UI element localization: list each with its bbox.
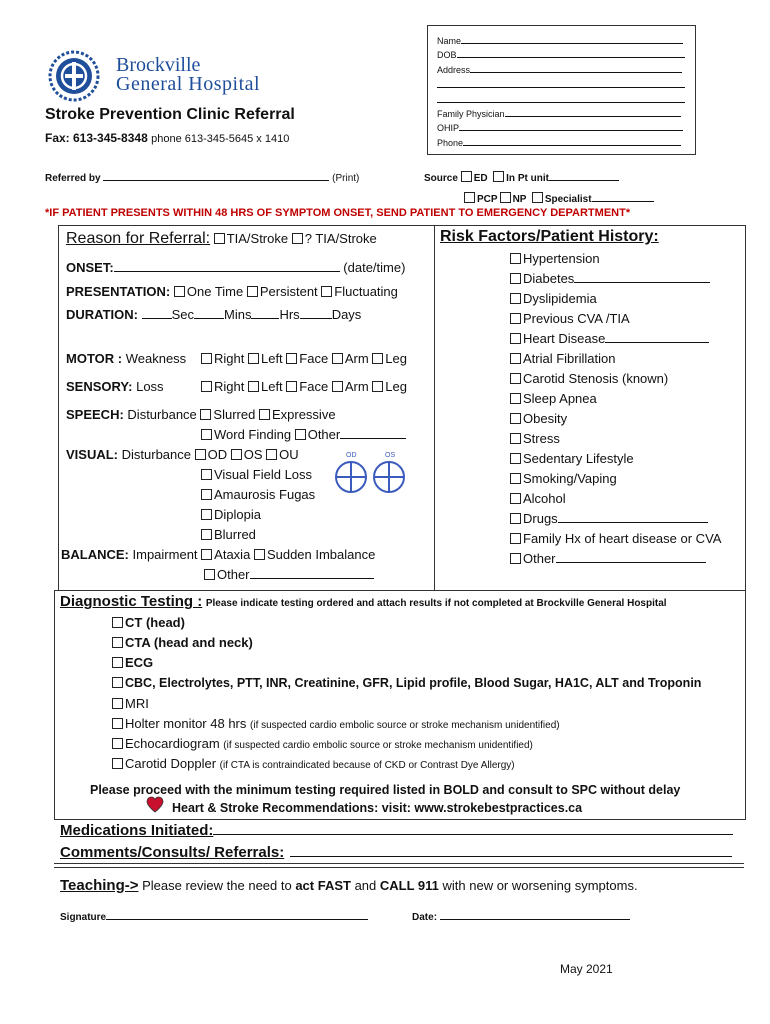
- risk-item-smoking: [510, 471, 617, 486]
- source-label: Source: [424, 173, 458, 184]
- phone-label: Phone: [437, 138, 464, 148]
- source-np-label: NP: [512, 194, 527, 205]
- patient-address-field[interactable]: [437, 62, 682, 75]
- amaurosis-row: [201, 487, 315, 502]
- dyslipidemia-label: Dyslipidemia: [523, 291, 597, 306]
- one-time-checkbox[interactable]: [174, 286, 185, 297]
- duration-row[interactable]: [66, 307, 361, 322]
- referred-by-field[interactable]: [45, 170, 359, 184]
- afib-label: Atrial Fibrillation: [523, 351, 616, 366]
- sleep-apnea-checkbox[interactable]: [510, 393, 521, 404]
- test-carotid-row: [112, 756, 515, 771]
- ataxia-checkbox[interactable]: [201, 549, 212, 560]
- heart-disease-checkbox[interactable]: [510, 333, 521, 344]
- sensory-leg-checkbox[interactable]: [372, 381, 383, 392]
- mri-checkbox[interactable]: [112, 698, 123, 709]
- motor-sub: Weakness: [125, 351, 187, 366]
- heart-stroke-recommendations: Heart & Stroke Recommendations: visit: www.strokebestpractices.ca: [172, 801, 583, 815]
- risk-item-heart-disease: [510, 331, 709, 346]
- speech-row-2: [201, 427, 406, 442]
- hypertension-checkbox[interactable]: [510, 253, 521, 264]
- speech-sub: Disturbance: [127, 407, 197, 422]
- risk-other-label: Other: [523, 551, 556, 566]
- od-visual-field-icon[interactable]: [334, 460, 368, 494]
- presentation-row: [66, 284, 398, 299]
- sensory-sub: Loss: [136, 379, 164, 394]
- cta-checkbox[interactable]: [112, 637, 123, 648]
- ecg-checkbox[interactable]: [112, 657, 123, 668]
- risk-item-dyslipidemia: [510, 291, 597, 306]
- source-inpt-checkbox[interactable]: [493, 171, 504, 182]
- sensory-left-label: Left: [260, 379, 283, 394]
- comments-field[interactable]: [60, 844, 732, 861]
- hypertension-label: Hypertension: [523, 251, 600, 266]
- risk-item-carotid-stenosis: [510, 371, 668, 386]
- onset-unit: (date/time): [343, 260, 406, 275]
- patient-dob-label: DOB: [437, 50, 457, 60]
- visual-field-loss-row: [201, 467, 312, 482]
- section-divider: [54, 863, 744, 864]
- motor-right-label: Right: [214, 351, 245, 366]
- previous-cva-label: Previous CVA /TIA: [523, 311, 630, 326]
- visual-label: VISUAL:: [66, 447, 118, 462]
- obesity-checkbox[interactable]: [510, 413, 521, 424]
- echo-note: (if suspected cardio embolic source or stroke mechanism unidentified): [223, 740, 533, 751]
- carotid-note: (if CTA is contraindicated because of CKD or Contrast Dye Allergy): [219, 760, 515, 771]
- balance-other-label: Other: [217, 567, 250, 582]
- fluctuating-checkbox[interactable]: [321, 286, 332, 297]
- word-finding-checkbox[interactable]: [201, 429, 212, 440]
- visual-field-loss-checkbox[interactable]: [201, 469, 212, 480]
- hospital-name-line1: Brockville: [116, 54, 201, 76]
- echo-checkbox[interactable]: [112, 738, 123, 749]
- one-time-label: One Time: [186, 284, 244, 299]
- fluctuating-label: Fluctuating: [334, 284, 398, 299]
- print-note: (Print): [332, 173, 360, 184]
- test-holter-row: [112, 716, 560, 731]
- risk-item-other: [510, 551, 706, 566]
- smoking-checkbox[interactable]: [510, 473, 521, 484]
- motor-row: [66, 351, 186, 366]
- test-ct-row: [112, 615, 185, 630]
- source-specialist-checkbox[interactable]: [532, 192, 543, 203]
- risk-item-hypertension: [510, 251, 600, 266]
- duration-days: Days: [331, 307, 362, 322]
- source-ed-checkbox[interactable]: [461, 171, 472, 182]
- carotid-label: Carotid Doppler: [125, 756, 217, 771]
- diabetes-label: Diabetes: [523, 271, 575, 286]
- sensory-label: SENSORY:: [66, 379, 133, 394]
- source-row-2: [464, 191, 654, 205]
- carotid-stenosis-checkbox[interactable]: [510, 373, 521, 384]
- ataxia-label: Ataxia: [214, 547, 251, 562]
- motor-arm-label: Arm: [344, 351, 369, 366]
- medications-label: Medications Initiated:: [60, 822, 214, 839]
- visual-os-label: OS: [243, 447, 263, 462]
- reason-heading: Reason for Referral:: [66, 230, 211, 247]
- visual-sub: Disturbance: [121, 447, 191, 462]
- test-cta-row: [112, 635, 253, 650]
- proceed-note: Please proceed with the minimum testing required listed in BOLD and consult to SPC without delay: [90, 783, 681, 797]
- test-labs-row: [112, 676, 701, 690]
- form-title: Stroke Prevention Clinic Referral: [45, 106, 295, 123]
- emergency-warning: *IF PATIENT PRESENTS WITHIN 48 HRS OF SYMPTOM ONSET, SEND PATIENT TO EMERGENCY DEPARTMENT*: [45, 207, 631, 219]
- sensory-leg-label: Leg: [385, 379, 407, 394]
- risk-item-obesity: [510, 411, 567, 426]
- amaurosis-label: Amaurosis Fugas: [214, 487, 316, 502]
- family-hx-checkbox[interactable]: [510, 533, 521, 544]
- diplopia-checkbox[interactable]: [201, 509, 212, 520]
- heart-disease-label: Heart Disease: [523, 331, 606, 346]
- holter-note: (if suspected cardio embolic source or stroke mechanism unidentified): [250, 720, 560, 731]
- stress-label: Stress: [523, 431, 560, 446]
- signature-label: Signature: [60, 912, 107, 923]
- holter-checkbox[interactable]: [112, 718, 123, 729]
- ohip-field[interactable]: [437, 120, 683, 133]
- risk-other-checkbox[interactable]: [510, 553, 521, 564]
- duration-hrs: Hrs: [279, 307, 300, 322]
- sudden-imbalance-label: Sudden Imbalance: [266, 547, 376, 562]
- test-ecg-row: [112, 655, 153, 670]
- teaching-row: [60, 877, 638, 894]
- drugs-checkbox[interactable]: [510, 513, 521, 524]
- risk-item-family-hx: [510, 531, 721, 546]
- echo-label: Echocardiogram: [125, 736, 220, 751]
- motor-face-checkbox[interactable]: [286, 353, 297, 364]
- visual-ou-checkbox[interactable]: [266, 449, 277, 460]
- speech-label: SPEECH:: [66, 407, 124, 422]
- balance-sub: Impairment: [132, 547, 198, 562]
- sudden-imbalance-checkbox[interactable]: [254, 549, 265, 560]
- source-pcp-label: PCP: [477, 194, 498, 205]
- od-diagram-label: OD: [346, 452, 357, 459]
- diplopia-row: [201, 507, 261, 522]
- medications-field[interactable]: [60, 822, 733, 839]
- carotid-stenosis-label: Carotid Stenosis (known): [523, 371, 669, 386]
- visual-ou-label: OU: [279, 447, 299, 462]
- carotid-checkbox[interactable]: [112, 758, 123, 769]
- motor-left-label: Left: [260, 351, 283, 366]
- motor-left-checkbox[interactable]: [248, 353, 259, 364]
- source-row: [424, 170, 619, 184]
- teaching-pre: Please review the need to: [138, 878, 296, 893]
- source-np-checkbox[interactable]: [500, 192, 511, 203]
- balance-row: [61, 547, 375, 562]
- blurred-label: Blurred: [214, 527, 256, 542]
- reason-tia-stroke-label: TIA/Stroke: [226, 231, 289, 246]
- risk-item-sleep-apnea: [510, 391, 597, 406]
- diplopia-label: Diplopia: [214, 507, 261, 522]
- visual-row: [66, 447, 299, 462]
- teaching-label: Teaching->: [60, 877, 139, 894]
- teaching-and: and: [350, 878, 380, 893]
- sensory-right-label: Right: [214, 379, 245, 394]
- cta-label: CTA (head and neck): [125, 635, 253, 650]
- call-911: CALL 911: [379, 878, 439, 893]
- labs-label: CBC, Electrolytes, PTT, INR, Creatinine, GFR, Lipid profile, Blood Sugar, HA1C, ALT and Troponin: [125, 676, 702, 690]
- hospital-logo: [48, 50, 100, 107]
- risk-item-sedentary: [510, 451, 634, 466]
- signature-field[interactable]: [60, 909, 368, 923]
- sleep-apnea-label: Sleep Apnea: [523, 391, 597, 406]
- risk-item-drugs: [510, 511, 708, 526]
- hospital-name-line2: General Hospital: [116, 73, 261, 95]
- presentation-label: PRESENTATION:: [66, 284, 171, 299]
- patient-address-label: Address: [437, 65, 471, 75]
- reason-q-tia-stroke-label: ? TIA/Stroke: [304, 231, 377, 246]
- sensory-arm-label: Arm: [344, 379, 369, 394]
- expressive-checkbox[interactable]: [259, 409, 270, 420]
- ct-checkbox[interactable]: [112, 617, 123, 628]
- ecg-label: ECG: [125, 655, 154, 670]
- afib-checkbox[interactable]: [510, 353, 521, 364]
- sedentary-label: Sedentary Lifestyle: [523, 451, 634, 466]
- diagnostic-heading-row: [60, 593, 667, 610]
- patient-address-line2[interactable]: [437, 77, 685, 90]
- duration-mins: Mins: [224, 307, 252, 322]
- mri-label: MRI: [125, 696, 149, 711]
- diabetes-checkbox[interactable]: [510, 273, 521, 284]
- speech-other-label: Other: [307, 427, 341, 442]
- reason-q-tia-stroke-checkbox[interactable]: [292, 233, 303, 244]
- labs-checkbox[interactable]: [112, 677, 123, 688]
- diagnostic-heading: Diagnostic Testing :: [60, 593, 203, 610]
- source-pcp-checkbox[interactable]: [464, 192, 475, 203]
- source-inpt-label: In Pt unit: [506, 173, 549, 184]
- os-diagram-label: OS: [385, 452, 396, 459]
- patient-dob-field[interactable]: [437, 47, 685, 60]
- section-divider-2: [54, 867, 744, 868]
- amaurosis-checkbox[interactable]: [201, 489, 212, 500]
- form-version: May 2021: [560, 962, 613, 976]
- duration-label: DURATION:: [66, 307, 138, 322]
- sensory-right-checkbox[interactable]: [201, 381, 212, 392]
- sedentary-checkbox[interactable]: [510, 453, 521, 464]
- persistent-label: Persistent: [259, 284, 318, 299]
- sensory-row: [66, 379, 164, 394]
- reason-heading-row: [66, 230, 377, 248]
- visual-od-label: OD: [207, 447, 228, 462]
- test-mri-row: [112, 696, 149, 711]
- motor-options: [201, 351, 407, 366]
- smoking-label: Smoking/Vaping: [523, 471, 617, 486]
- motor-label: MOTOR :: [66, 351, 123, 366]
- risk-item-stress: [510, 431, 560, 446]
- motor-arm-checkbox[interactable]: [332, 353, 343, 364]
- sensory-left-checkbox[interactable]: [248, 381, 259, 392]
- holter-label: Holter monitor 48 hrs: [125, 716, 247, 731]
- date-label: Date: [412, 912, 434, 923]
- speech-other-checkbox[interactable]: [295, 429, 306, 440]
- family-physician-field[interactable]: [437, 106, 681, 119]
- previous-cva-checkbox[interactable]: [510, 313, 521, 324]
- balance-label: BALANCE:: [61, 547, 129, 562]
- motor-leg-checkbox[interactable]: [372, 353, 383, 364]
- speech-row: [66, 407, 336, 422]
- fax-number: Fax: 613-345-8348: [45, 131, 148, 145]
- alcohol-label: Alcohol: [523, 491, 566, 506]
- os-visual-field-icon[interactable]: [372, 460, 406, 494]
- reason-tia-stroke-checkbox[interactable]: [214, 233, 225, 244]
- family-hx-label: Family Hx of heart disease or CVA: [523, 531, 722, 546]
- patient-address-line3[interactable]: [437, 92, 685, 105]
- blurred-row: [201, 527, 256, 542]
- expressive-label: Expressive: [271, 407, 336, 422]
- test-echo-row: [112, 736, 533, 751]
- teaching-post: with new or worsening symptoms.: [438, 878, 638, 893]
- phone-number: phone 613-345-5645 x 1410: [151, 133, 290, 145]
- source-ed-label: ED: [473, 173, 488, 184]
- sensory-arm-checkbox[interactable]: [332, 381, 343, 392]
- word-finding-label: Word Finding: [214, 427, 292, 442]
- alcohol-checkbox[interactable]: [510, 493, 521, 504]
- persistent-checkbox[interactable]: [247, 286, 258, 297]
- slurred-label: Slurred: [213, 407, 256, 422]
- onset-label: ONSET:: [66, 260, 114, 275]
- stress-checkbox[interactable]: [510, 433, 521, 444]
- date-field[interactable]: Date:: [412, 909, 630, 923]
- visual-field-loss-label: Visual Field Loss: [214, 467, 313, 482]
- duration-sec: Sec: [171, 307, 195, 322]
- act-fast: act FAST: [295, 878, 351, 893]
- risk-heading: Risk Factors/Patient History:: [440, 228, 659, 245]
- diagnostic-note: Please indicate testing ordered and attach results if not completed at Brockville General Hospital: [205, 598, 667, 609]
- balance-other-row[interactable]: [204, 567, 374, 582]
- sensory-face-label: Face: [299, 379, 329, 394]
- source-specialist-label: Specialist: [544, 194, 592, 205]
- phone-field[interactable]: [437, 135, 681, 148]
- risk-item-alcohol: [510, 491, 566, 506]
- visual-od-checkbox[interactable]: [195, 449, 206, 460]
- fax-line: [45, 131, 289, 145]
- hospital-seal-icon: [48, 50, 100, 102]
- hospital-name: [116, 56, 260, 94]
- referred-by-label: Referred by: [45, 173, 101, 184]
- sensory-face-checkbox[interactable]: [286, 381, 297, 392]
- onset-row[interactable]: [66, 260, 405, 275]
- slurred-checkbox[interactable]: [200, 409, 211, 420]
- heart-icon: [146, 796, 164, 813]
- balance-other-checkbox[interactable]: [204, 569, 215, 580]
- patient-name-label: Name: [437, 36, 462, 46]
- blurred-checkbox[interactable]: [201, 529, 212, 540]
- obesity-label: Obesity: [523, 411, 568, 426]
- family-physician-label: Family Physician: [437, 109, 505, 119]
- ct-label: CT (head): [125, 615, 185, 630]
- patient-name-field[interactable]: [437, 33, 683, 46]
- dyslipidemia-checkbox[interactable]: [510, 293, 521, 304]
- comments-label: Comments/Consults/ Referrals:: [60, 844, 285, 861]
- drugs-label: Drugs: [523, 511, 558, 526]
- risk-item-afib: [510, 351, 615, 366]
- risk-item-diabetes: [510, 271, 710, 286]
- visual-os-checkbox[interactable]: [231, 449, 242, 460]
- motor-right-checkbox[interactable]: [201, 353, 212, 364]
- sensory-options: [201, 379, 407, 394]
- column-divider: [434, 225, 435, 590]
- ohip-label: OHIP: [437, 123, 460, 133]
- risk-item-previous-cva: [510, 311, 630, 326]
- motor-leg-label: Leg: [385, 351, 407, 366]
- motor-face-label: Face: [299, 351, 329, 366]
